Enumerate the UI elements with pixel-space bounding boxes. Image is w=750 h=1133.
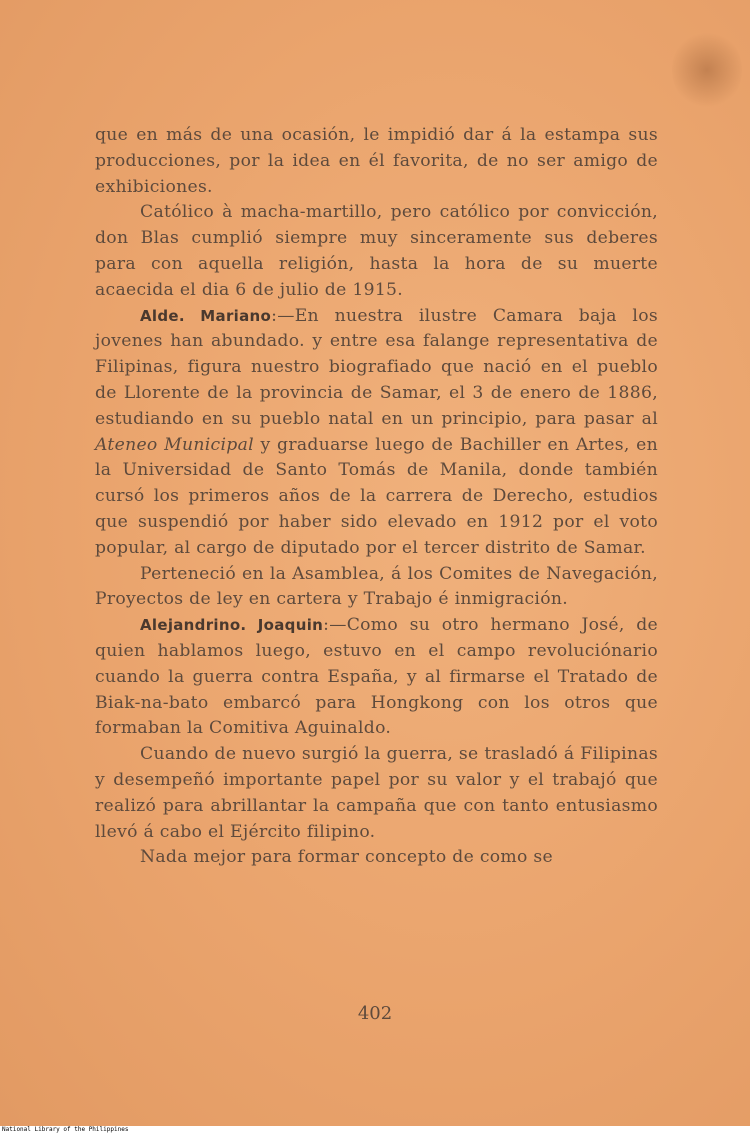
paragraph-catolico: Católico à macha-martillo, pero católico por convicción, don Blas cumplió siempre muy sinceramente sus deberes para con aquella religión, hasta la hora de su muerte acaecida el dia 6 de julio de 1915. [95,202,658,300]
paragraph-asamblea: Perteneció en la Asamblea, á los Comites de Navegación, Proyectos de ley en cartera y Trabajo é inmigración. [95,563,658,610]
paragraph-alejandrino: Alejandrino. Joaquin:—Como su otro hermano José, de quien hablamos luego, estuvo en el campo revoluciónario cuando la guerra contra España, y al firmarse el Tratado de Biak-na-bato embarcó para Hongkong con los otros que formaban la Comitiva Aguinaldo. [95,615,658,739]
paragraph-guerra: Cuando de nuevo surgió la guerra, se trasladó á Filipinas y desempeñó importante papel por su valor y el trabajó que realizó para abrillantar la campaña que con tanto entusiasmo llevó á cabo el Ejército filipino. [95,744,658,842]
library-credit: National Library of the Philippines [0,1126,750,1133]
paper-stain [672,30,742,110]
entry-name-alejandrino: Alejandrino. Joaquin [140,616,324,635]
paragraph-continuation: que en más de una ocasión, le impidió dar á la estampa sus producciones, por la idea en él favorita, de no ser amigo de exhibiciones. [95,125,658,197]
entry-name-alde: Alde. Mariano [140,306,272,325]
page-number: 402 [357,1003,393,1024]
paragraph-alde-mariano: Alde. Mariano:—En nuestra ilustre Camara baja los jovenes han abundado. y entre esa falange representativa de Filipinas, figura nuestro biografiado que nació en el pueblo de Llorente de la provincia de Samar, el 3 de enero de 1886, estudiando en su pueblo natal en un principio, para pasar al Ateneo Municipal y graduarse luego de Bachiller en Artes, en la Universidad de Santo Tomás de Manila, donde también cursó los primeros años de la carrera de Derecho, estudios que suspendió por haber sido elevado en 1912 por el voto popular, al cargo de diputado por el tercer distrito de Samar. [95,305,658,558]
paragraph-nada: Nada mejor para formar concepto de como se [140,847,554,868]
body-text [95,123,658,871]
ateneo-italic: Ateneo Municipal [95,434,254,455]
